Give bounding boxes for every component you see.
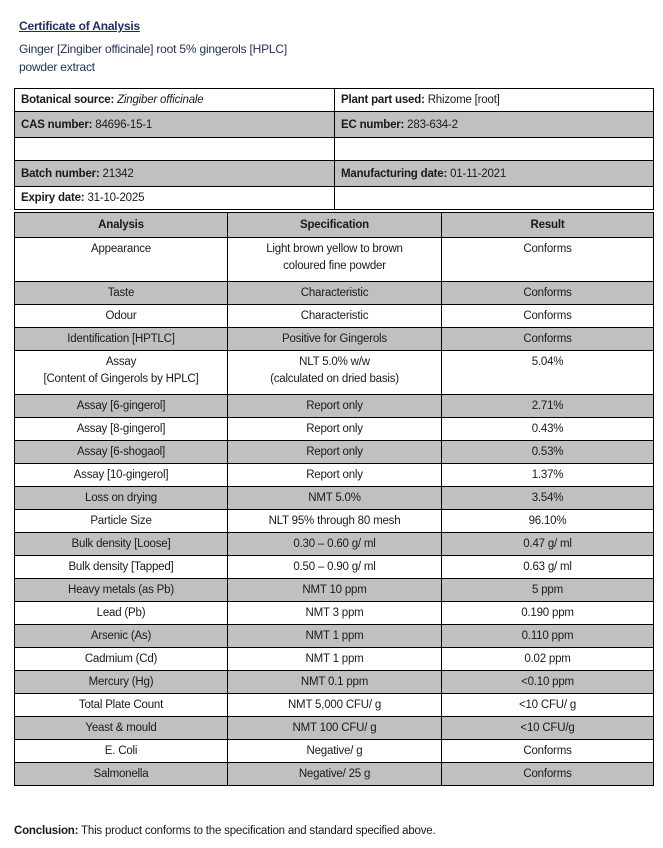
table-row bbox=[15, 510, 654, 533]
result-cell bbox=[442, 418, 654, 441]
specification-cell bbox=[228, 763, 442, 786]
result-cell bbox=[442, 740, 654, 763]
batch-number-value: 21342 bbox=[102, 167, 134, 180]
analysis-cell bbox=[15, 328, 228, 351]
analysis-cell-line: Heavy metals (as Pb) bbox=[68, 584, 174, 596]
specification-cell bbox=[228, 717, 442, 740]
info-row bbox=[15, 112, 654, 138]
result-cell-line: 0.190 ppm bbox=[521, 607, 574, 619]
empty-cell bbox=[335, 138, 654, 161]
analysis-cell-line: Identification [HPTLC] bbox=[67, 333, 175, 345]
analysis-cell bbox=[15, 763, 228, 786]
result-cell-line: 0.02 ppm bbox=[524, 653, 571, 665]
analysis-cell-line: Assay bbox=[105, 356, 137, 368]
specification-cell bbox=[228, 625, 442, 648]
analysis-table bbox=[14, 212, 654, 786]
specification-cell-line: Light brown yellow to brown bbox=[266, 243, 403, 255]
botanical-source-value: Zingiber officinale bbox=[117, 94, 204, 106]
subtitle-line-2: powder extract bbox=[19, 60, 95, 74]
analysis-cell-line: Yeast & mould bbox=[85, 722, 157, 734]
info-row bbox=[15, 89, 654, 112]
analysis-cell-line: Salmonella bbox=[93, 768, 149, 780]
analysis-cell-line: Total Plate Count bbox=[78, 699, 164, 711]
specification-cell bbox=[228, 740, 442, 763]
result-cell-line: 0.43% bbox=[531, 423, 564, 435]
analysis-cell-line: [Content of Gingerols by HPLC] bbox=[43, 373, 199, 385]
result-cell-line: Conforms bbox=[523, 243, 572, 255]
analysis-cell bbox=[15, 282, 228, 305]
table-row bbox=[15, 740, 654, 763]
result-cell bbox=[442, 487, 654, 510]
info-row bbox=[15, 187, 654, 210]
analysis-cell bbox=[15, 740, 228, 763]
result-cell bbox=[442, 648, 654, 671]
table-row bbox=[15, 305, 654, 328]
document-heading: Certificate of Analysis bbox=[19, 19, 140, 33]
analysis-cell bbox=[15, 694, 228, 717]
specification-cell-line: NMT 1 ppm bbox=[305, 630, 364, 642]
specification-cell bbox=[228, 533, 442, 556]
specification-cell bbox=[228, 648, 442, 671]
analysis-cell-line: Appearance bbox=[90, 243, 152, 255]
empty-cell bbox=[15, 138, 335, 161]
result-cell-line: <10 CFU/g bbox=[520, 722, 575, 734]
specification-cell bbox=[228, 305, 442, 328]
specification-cell bbox=[228, 238, 442, 282]
analysis-cell bbox=[15, 602, 228, 625]
specification-cell-line: Negative/ g bbox=[306, 745, 363, 757]
analysis-cell-line: E. Coli bbox=[104, 745, 138, 757]
header-specification: Specification bbox=[228, 213, 442, 238]
analysis-cell bbox=[15, 648, 228, 671]
table-row bbox=[15, 717, 654, 740]
analysis-cell-line: Assay [8-gingerol] bbox=[76, 423, 166, 435]
result-cell bbox=[442, 282, 654, 305]
analysis-cell bbox=[15, 351, 228, 395]
specification-cell bbox=[228, 556, 442, 579]
specification-cell bbox=[228, 395, 442, 418]
analysis-cell-line: Cadmium (Cd) bbox=[84, 653, 158, 665]
result-cell-line: <0.10 ppm bbox=[521, 676, 574, 688]
analysis-cell bbox=[15, 305, 228, 328]
specification-cell-line: Report only bbox=[306, 469, 363, 481]
analysis-cell bbox=[15, 238, 228, 282]
analysis-cell-line: Loss on drying bbox=[85, 492, 157, 504]
result-cell-line: <10 CFU/ g bbox=[518, 699, 577, 711]
result-cell bbox=[442, 395, 654, 418]
specification-cell-line: NMT 5,000 CFU/ g bbox=[287, 699, 382, 711]
batch-number-label: Batch number: bbox=[21, 167, 100, 180]
result-cell-line: 5.04% bbox=[531, 356, 564, 368]
table-row bbox=[15, 328, 654, 351]
result-cell bbox=[442, 763, 654, 786]
table-row bbox=[15, 441, 654, 464]
analysis-cell bbox=[15, 418, 228, 441]
analysis-cell-line: Bulk density [Loose] bbox=[71, 538, 171, 550]
table-row bbox=[15, 556, 654, 579]
analysis-cell bbox=[15, 625, 228, 648]
result-cell bbox=[442, 510, 654, 533]
result-cell bbox=[442, 556, 654, 579]
specification-cell-line: NMT 0.1 ppm bbox=[300, 676, 369, 688]
specification-cell-line: NMT 5.0% bbox=[308, 492, 361, 504]
empty-cell bbox=[335, 187, 654, 210]
botanical-source-cell bbox=[15, 89, 335, 112]
specification-cell-line: NMT 3 ppm bbox=[305, 607, 364, 619]
specification-cell-line: Report only bbox=[306, 423, 363, 435]
specification-cell bbox=[228, 328, 442, 351]
conclusion-text: This product conforms to the specification and standard specified above. bbox=[81, 825, 436, 837]
table-row bbox=[15, 671, 654, 694]
analysis-cell bbox=[15, 395, 228, 418]
table-row bbox=[15, 464, 654, 487]
table-row bbox=[15, 648, 654, 671]
specification-cell-line: Characteristic bbox=[300, 310, 369, 322]
result-cell-line: 0.53% bbox=[531, 446, 564, 458]
table-row bbox=[15, 238, 654, 282]
result-cell-line: Conforms bbox=[523, 310, 572, 322]
analysis-cell-line: Bulk density [Tapped] bbox=[68, 561, 174, 573]
result-cell bbox=[442, 717, 654, 740]
ec-number-label: EC number: bbox=[341, 118, 405, 131]
analysis-cell bbox=[15, 533, 228, 556]
table-row bbox=[15, 487, 654, 510]
table-row bbox=[15, 533, 654, 556]
specification-cell-line: coloured fine powder bbox=[283, 260, 386, 272]
analysis-cell bbox=[15, 579, 228, 602]
result-cell bbox=[442, 328, 654, 351]
specification-cell bbox=[228, 487, 442, 510]
specification-cell-line: 0.30 – 0.60 g/ ml bbox=[293, 538, 376, 550]
table-row bbox=[15, 625, 654, 648]
cas-number-label: CAS number: bbox=[21, 118, 93, 131]
analysis-table-header bbox=[15, 213, 654, 238]
result-cell-line: 2.71% bbox=[531, 400, 564, 412]
analysis-cell bbox=[15, 487, 228, 510]
result-cell bbox=[442, 464, 654, 487]
document-subtitle bbox=[19, 40, 349, 76]
specification-cell-line: Report only bbox=[306, 446, 363, 458]
specification-cell bbox=[228, 441, 442, 464]
expiry-date-label: Expiry date: bbox=[21, 192, 85, 204]
expiry-date-value: 31-10-2025 bbox=[87, 192, 145, 204]
specification-cell-line: NLT 5.0% w/w bbox=[299, 356, 370, 368]
specification-cell-line: NMT 100 CFU/ g bbox=[292, 722, 377, 734]
result-cell bbox=[442, 625, 654, 648]
analysis-cell bbox=[15, 717, 228, 740]
table-row bbox=[15, 694, 654, 717]
specification-cell-line: NLT 95% through 80 mesh bbox=[268, 515, 401, 527]
info-row-empty bbox=[15, 138, 654, 161]
analysis-cell-line: Assay [6-gingerol] bbox=[76, 400, 166, 412]
analysis-cell-line: Arsenic (As) bbox=[90, 630, 152, 642]
specification-cell-line: NMT 1 ppm bbox=[305, 653, 364, 665]
product-info-table bbox=[14, 88, 654, 210]
specification-cell bbox=[228, 510, 442, 533]
conclusion bbox=[14, 825, 436, 837]
result-cell bbox=[442, 579, 654, 602]
result-cell-line: 5 ppm bbox=[532, 584, 563, 596]
result-cell bbox=[442, 305, 654, 328]
table-row bbox=[15, 579, 654, 602]
result-cell bbox=[442, 533, 654, 556]
analysis-cell-line: Mercury (Hg) bbox=[88, 676, 154, 688]
batch-number-cell bbox=[15, 161, 335, 187]
analysis-cell-line: Taste bbox=[107, 287, 135, 299]
result-cell bbox=[442, 238, 654, 282]
specification-cell-line: (calculated on dried basis) bbox=[270, 373, 399, 385]
table-row bbox=[15, 418, 654, 441]
ec-number-value: 283-634-2 bbox=[407, 118, 458, 131]
analysis-cell-line: Odour bbox=[105, 310, 137, 322]
header-result: Result bbox=[442, 213, 654, 238]
result-cell-line: 0.63 g/ ml bbox=[523, 561, 572, 573]
analysis-cell-line: Assay [10-gingerol] bbox=[73, 469, 169, 481]
specification-cell bbox=[228, 671, 442, 694]
plant-part-cell bbox=[335, 89, 654, 112]
result-cell-line: 0.110 ppm bbox=[521, 630, 574, 642]
analysis-cell bbox=[15, 464, 228, 487]
result-cell-line: Conforms bbox=[523, 287, 572, 299]
botanical-source-label: Botanical source: bbox=[21, 94, 115, 106]
result-cell bbox=[442, 671, 654, 694]
specification-cell-line: Characteristic bbox=[300, 287, 369, 299]
analysis-cell-line: Particle Size bbox=[90, 515, 152, 527]
specification-cell-line: Report only bbox=[306, 400, 363, 412]
specification-cell bbox=[228, 579, 442, 602]
conclusion-label: Conclusion: bbox=[14, 825, 79, 837]
table-row bbox=[15, 351, 654, 395]
result-cell-line: 0.47 g/ ml bbox=[523, 538, 572, 550]
result-cell bbox=[442, 351, 654, 395]
analysis-cell-line: Assay [6-shogaol] bbox=[76, 446, 165, 458]
ec-number-cell bbox=[335, 112, 654, 138]
info-row bbox=[15, 161, 654, 187]
specification-cell bbox=[228, 602, 442, 625]
specification-cell-line: 0.50 – 0.90 g/ ml bbox=[293, 561, 376, 573]
result-cell-line: 3.54% bbox=[531, 492, 564, 504]
table-row bbox=[15, 602, 654, 625]
manufacturing-date-label: Manufacturing date: bbox=[341, 167, 448, 180]
analysis-cell-line: Lead (Pb) bbox=[96, 607, 146, 619]
specification-cell bbox=[228, 694, 442, 717]
manufacturing-date-cell bbox=[335, 161, 654, 187]
result-cell-line: Conforms bbox=[523, 745, 572, 757]
analysis-cell bbox=[15, 671, 228, 694]
result-cell bbox=[442, 694, 654, 717]
result-cell bbox=[442, 602, 654, 625]
analysis-cell bbox=[15, 556, 228, 579]
result-cell bbox=[442, 441, 654, 464]
expiry-date-cell bbox=[15, 187, 335, 210]
cas-number-cell bbox=[15, 112, 335, 138]
specification-cell bbox=[228, 351, 442, 395]
result-cell-line: 1.37% bbox=[531, 469, 564, 481]
result-cell-line: Conforms bbox=[523, 768, 572, 780]
plant-part-label: Plant part used: bbox=[341, 94, 425, 106]
specification-cell bbox=[228, 282, 442, 305]
plant-part-value: Rhizome [root] bbox=[427, 94, 500, 106]
specification-cell bbox=[228, 418, 442, 441]
specification-cell-line: Positive for Gingerols bbox=[282, 333, 387, 345]
analysis-cell bbox=[15, 441, 228, 464]
analysis-cell bbox=[15, 510, 228, 533]
result-cell-line: 96.10% bbox=[528, 515, 567, 527]
specification-cell-line: Negative/ 25 g bbox=[298, 768, 371, 780]
result-cell-line: Conforms bbox=[523, 333, 572, 345]
table-row bbox=[15, 763, 654, 786]
header-analysis: Analysis bbox=[15, 213, 228, 238]
manufacturing-date-value: 01-11-2021 bbox=[450, 167, 507, 180]
specification-cell bbox=[228, 464, 442, 487]
subtitle-line-1: Ginger [Zingiber officinale] root 5% gingerols [HPLC] bbox=[19, 42, 287, 56]
table-row bbox=[15, 282, 654, 305]
specification-cell-line: NMT 10 ppm bbox=[302, 584, 367, 596]
table-row bbox=[15, 395, 654, 418]
cas-number-value: 84696-15-1 bbox=[95, 118, 153, 131]
